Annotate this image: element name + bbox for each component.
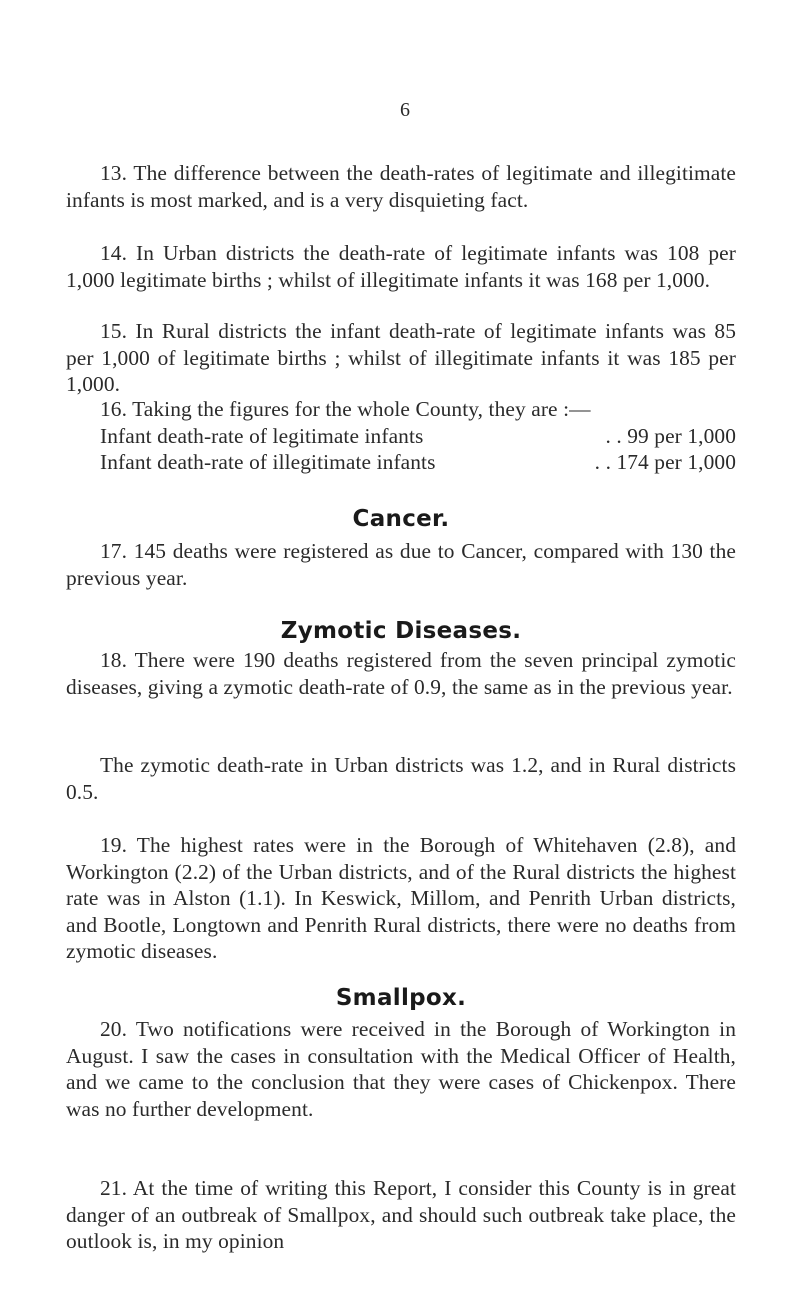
paragraph-17-text: 17. 145 deaths were registered as due to Cancer, compared with 130 the previous year.: [66, 539, 736, 590]
paragraph-13-text: 13. The difference between the death-rates of legitimate and illegitimate infants is most marked, and is a very disquieting fact.: [66, 161, 736, 212]
figure-row-illegitimate: [66, 449, 736, 476]
figure-row-legitimate: [66, 423, 736, 450]
section-heading-smallpox: Smallpox.: [335, 985, 467, 1011]
paragraph-14: [66, 240, 736, 293]
paragraph-16-text: 16. Taking the figures for the whole County, they are :—: [100, 397, 591, 421]
paragraph-20: [66, 1016, 736, 1122]
paragraph-18-text: 18. There were 190 deaths registered from the seven principal zymotic diseases, giving a zymotic death-rate of 0.9, the same as in the previous year.: [66, 648, 736, 699]
paragraph-21-text: 21. At the time of writing this Report, I consider this County is in great danger of an outbreak of Smallpox, and should such outbreak take place, the outlook is, in my opinion: [66, 1176, 736, 1253]
paragraph-17: [66, 538, 736, 591]
paragraph-16: [66, 396, 736, 476]
paragraph-14-text: 14. In Urban districts the death-rate of legitimate infants was 108 per 1,000 legitimate births ; whilst of illegitimate infants it was 168 per 1,000.: [66, 241, 736, 292]
figure-label: Infant death-rate of illegitimate infants: [100, 450, 436, 474]
figure-value: . . 99 per 1,000: [605, 423, 736, 448]
section-cancer: [66, 504, 736, 534]
section-zymotic: [66, 616, 736, 646]
page-number: 6: [400, 99, 410, 121]
paragraph-21: [66, 1175, 736, 1255]
figure-value: . . 174 per 1,000: [594, 450, 736, 474]
paragraph-19-text: 19. The highest rates were in the Borough of Whitehaven (2.8), and Workington (2.2) of the Urban districts, and of the Rural districts the highest rate was in Alston (1.1). In Keswick, Millom, and Penrith Urban districts, and Bootle, Longtown and Penrith Rural districts, there were no deaths from zymotic diseases.: [66, 833, 736, 963]
paragraph-15: [66, 318, 736, 398]
section-smallpox: [66, 983, 736, 1013]
paragraph-18: [66, 647, 736, 700]
paragraph-20-text: 20. Two notifications were received in the Borough of Workington in August. I saw the cases in consultation with the Medical Officer of Health, and we came to the conclusion that they were cases of Chickenpox. There was no further development.: [66, 1017, 736, 1121]
section-heading-cancer: Cancer.: [352, 506, 450, 532]
section-heading-zymotic: Zymotic Diseases.: [280, 618, 522, 644]
paragraph-15-text: 15. In Rural districts the infant death-rate of legitimate infants was 85 per 1,000 of legitimate births ; whilst of illegitimate infants it was 185 per 1,000.: [66, 319, 736, 396]
paragraph-18b: [66, 752, 736, 805]
paragraph-13: [66, 160, 736, 213]
figure-label: Infant death-rate of legitimate infants: [100, 423, 424, 448]
paragraph-18b-text: The zymotic death-rate in Urban districts was 1.2, and in Rural districts 0.5.: [66, 753, 736, 804]
paragraph-19: [66, 832, 736, 965]
